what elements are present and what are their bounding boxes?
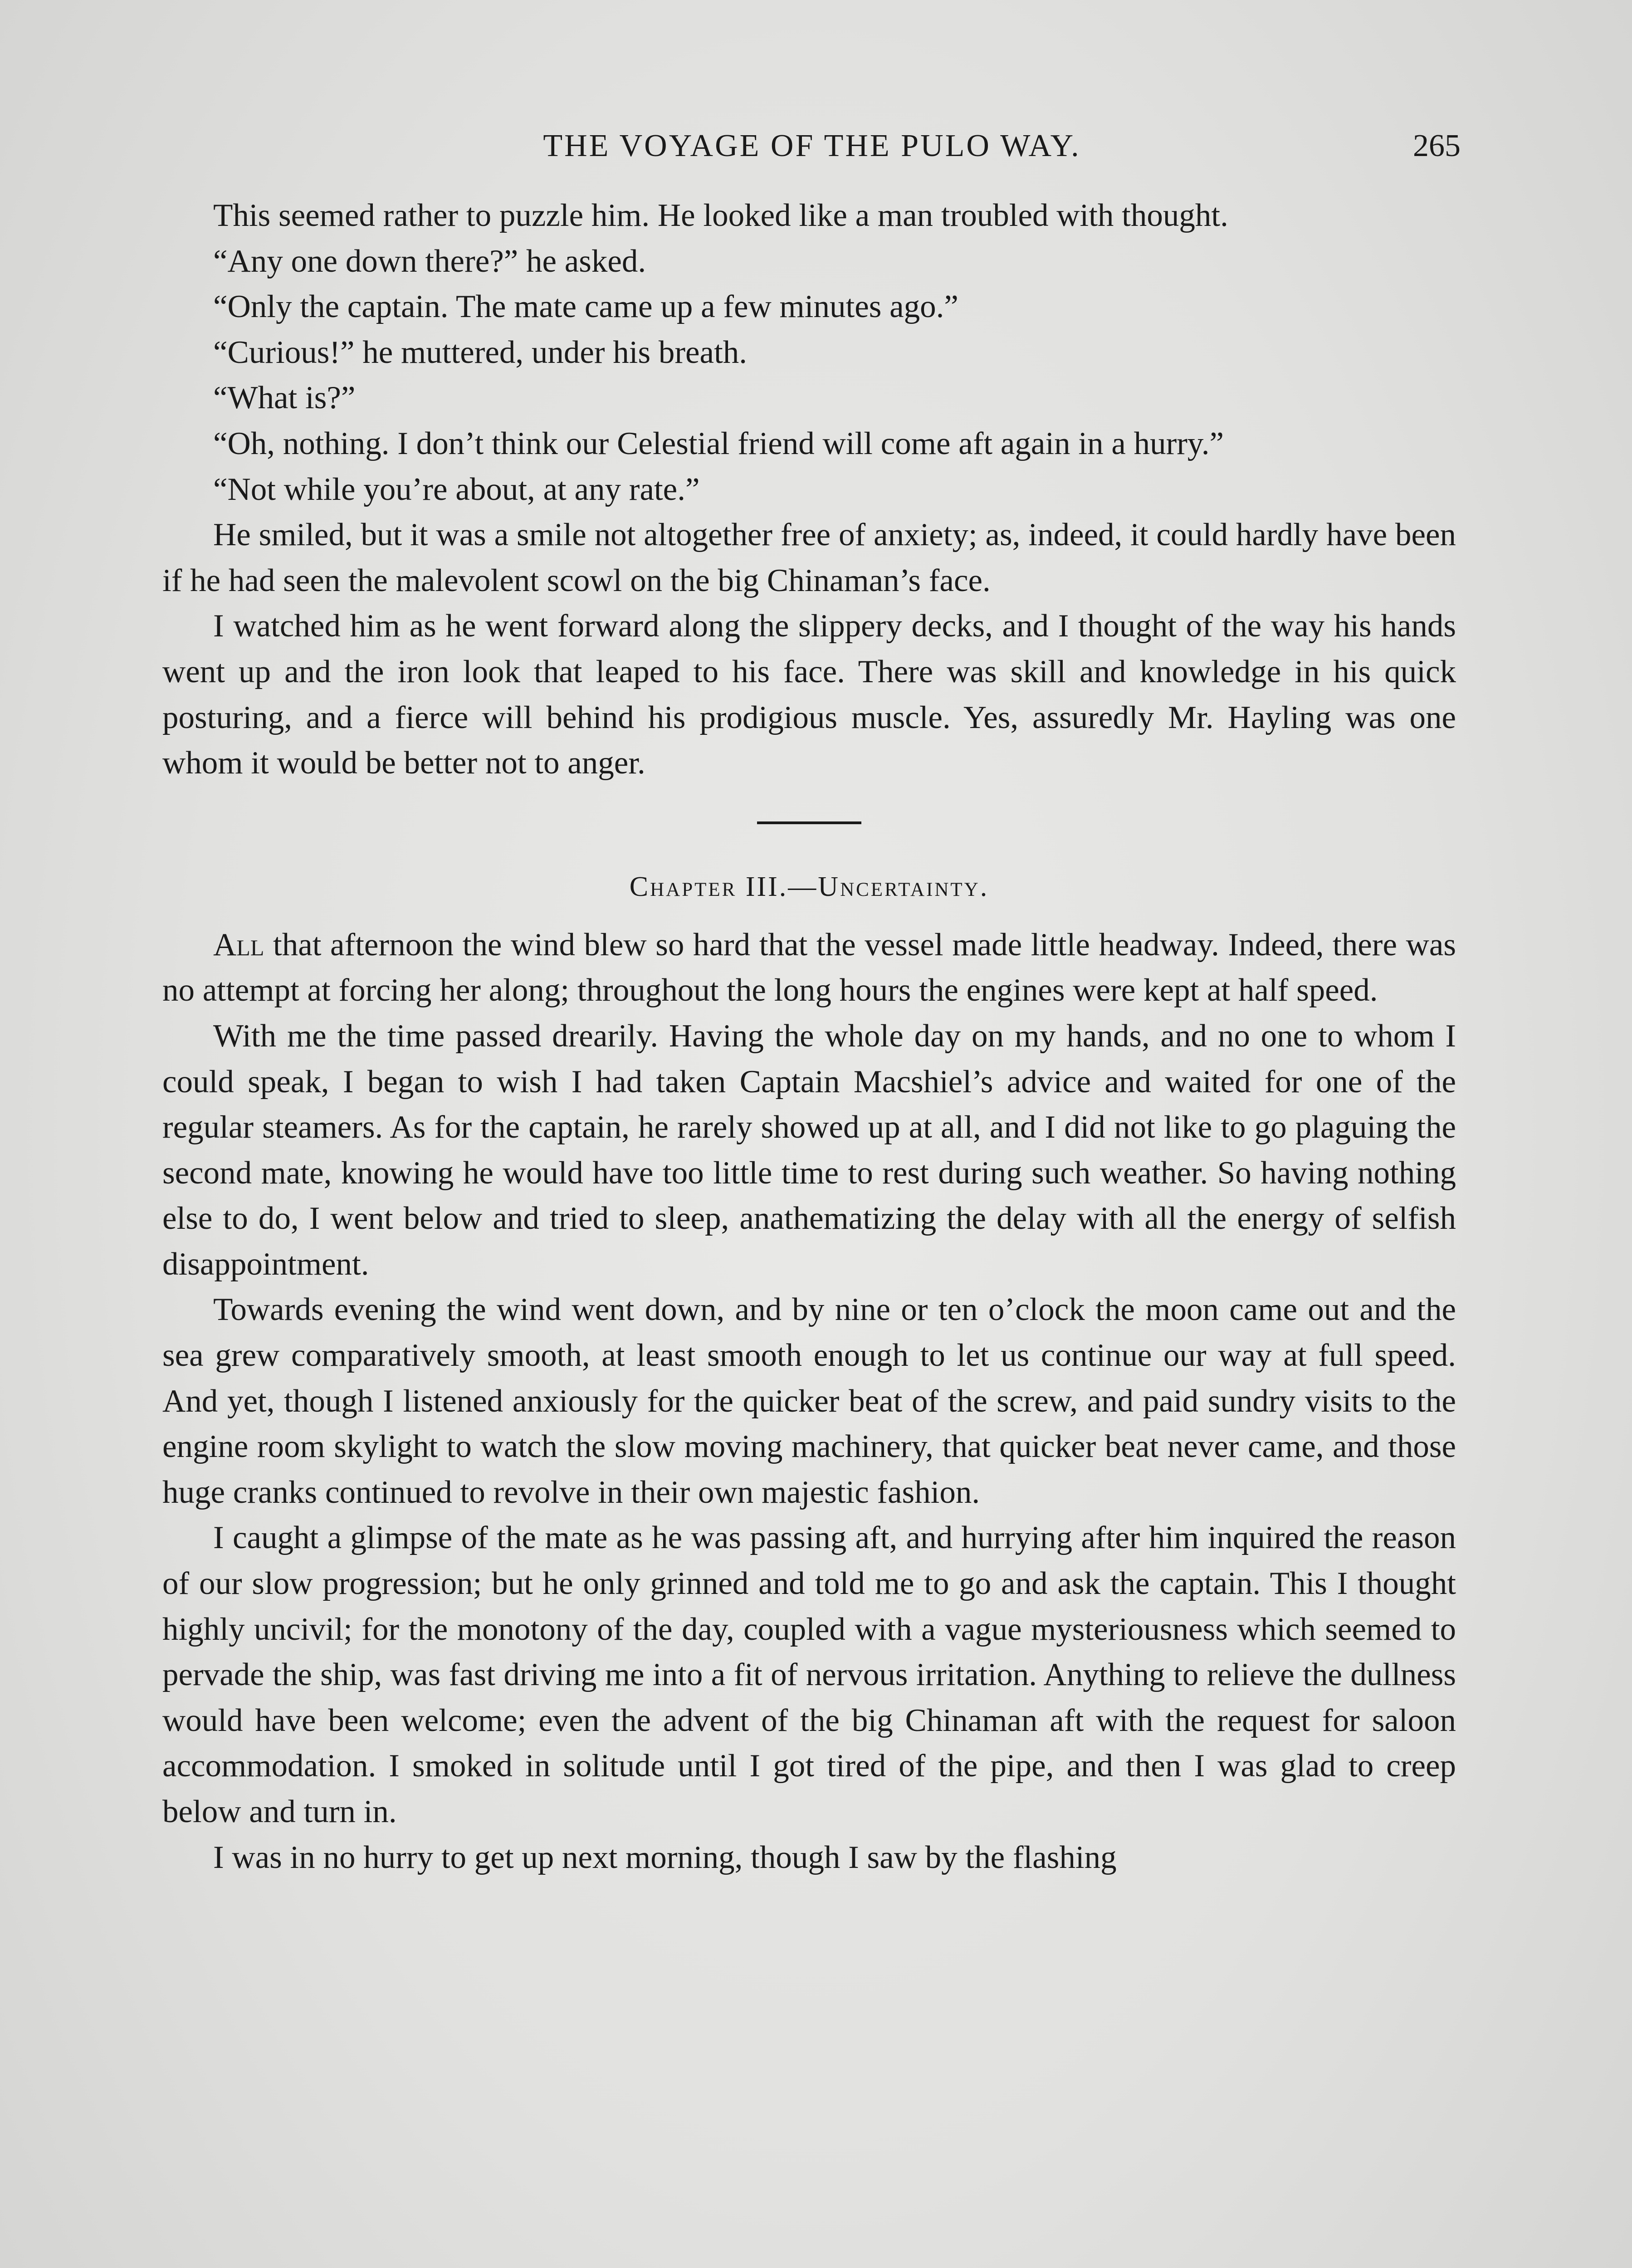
paragraph: With me the time passed drearily. Having the whole day on my hands, and no one to whom I could speak, I began to wish I had taken Captain Macshiel’s advice and waited for one of the regular steamers. As for the captain, he rarely showed up at all, and I did not like to go plaguing the second mate, knowing he would have too little time to rest during such weather. So having nothing else to do, I went below and tried to sleep, anathematizing the delay with all the energy of selfish disappointment. xyxy=(162,1018,1456,1282)
paragraph: “What is?” xyxy=(213,380,356,416)
paragraph: “Oh, nothing. I don’t think our Celestial friend will come aft again in a hurry.” xyxy=(213,425,1224,461)
page-number: 265 xyxy=(1413,128,1461,163)
chapter-first-paragraph xyxy=(162,922,1456,1013)
running-head: THE VOYAGE OF THE PULO WAY. xyxy=(543,128,1081,163)
paragraph-text: that afternoon the wind blew so hard that the vessel made little headway. Indeed, there was no attempt at forcing her along; throughout the long hours the engines were kept at half speed. xyxy=(162,927,1456,1008)
paragraph: This seemed rather to puzzle him. He looked like a man troubled with thought. xyxy=(213,198,1228,233)
paragraph: “Curious!” he muttered, under his breath. xyxy=(213,334,748,370)
drop-lead-word: All xyxy=(213,927,264,963)
paragraph: “Only the captain. The mate came up a few minutes ago.” xyxy=(213,289,958,325)
paragraph: Towards evening the wind went down, and by nine or ten o’clock the moon came out and the sea grew comparatively smooth, at least smooth enough to let us continue our way at full speed. And yet, though I listened anxiously for the quicker beat of the screw, and paid sundry visits to the engine room skylight to watch the slow moving machinery, that quicker beat never came, and those huge cranks continued to revolve in their own majestic fashion. xyxy=(162,1292,1456,1510)
paragraph: “Any one down there?” he asked. xyxy=(213,243,646,279)
paragraph: I caught a glimpse of the mate as he was passing aft, and hurrying after him inquired the reason of our slow progression; but he only grinned and told me to go and ask the captain. This I thought highly uncivil; for the monotony of the day, coupled with a vague mysteriousness which seemed to pervade the ship, was fast driving me into a fit of nervous irritation. Anything to relieve the dullness would have been welcome; even the advent of the big Chinaman aft with the request for saloon accommodation. I smoked in solitude until I got tired of the pipe, and then I was glad to creep below and turn in. xyxy=(162,1520,1456,1829)
page-body xyxy=(162,193,1456,1880)
chapter-heading: Chapter III.—Uncertainty. xyxy=(629,871,989,902)
section-divider xyxy=(757,821,861,824)
paragraph: “Not while you’re about, at any rate.” xyxy=(213,471,700,507)
page-header xyxy=(163,119,1461,173)
paragraph: I watched him as he went forward along the slippery decks, and I thought of the way his hands went up and the iron look that leaped to his face. There was skill and knowledge in his quick posturing, and a fierce will behind his prodigious muscle. Yes, assuredly Mr. Hayling was one whom it would be better not to anger. xyxy=(162,608,1456,781)
paragraph: I was in no hurry to get up next morning, though I saw by the flashing xyxy=(213,1839,1117,1875)
paragraph: He smiled, but it was a smile not altogether free of anxiety; as, indeed, it could hardly have been if he had seen the malevolent scowl on the big Chinaman’s face. xyxy=(162,517,1456,598)
